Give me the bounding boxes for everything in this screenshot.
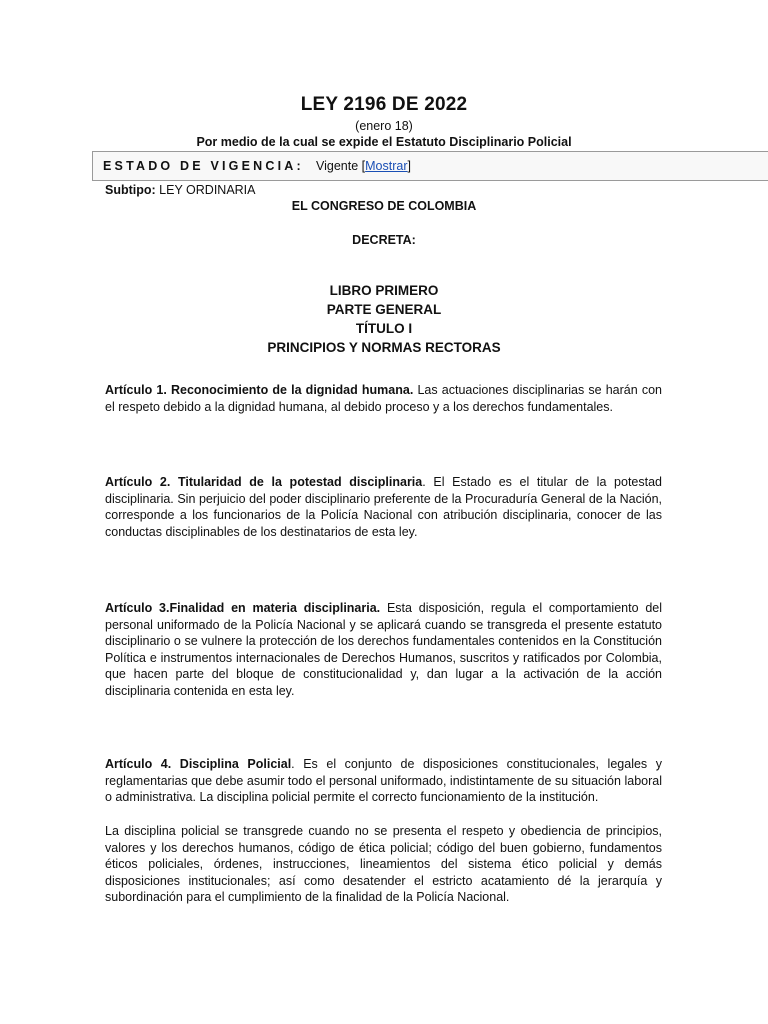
issuer-line: EL CONGRESO DE COLOMBIA	[291, 199, 477, 213]
article-heading: . Reconocimiento de la dignidad humana.	[163, 383, 414, 397]
article-4-paragraph-2: La disciplina policial se transgrede cuando no se presenta el respeto y obediencia de principios, valores y los derechos humanos, código de ética policial; código del buen gobierno, fundamentos éticos policiales, órdenes, instrucciones, lineamientos del sistema ético policial y demás disposiciones institucionales; así como desatender el estricto acatamiento dé la jerarquía y subordinación para el cumplimiento de la finalidad de la Policía Nacional.	[105, 824, 662, 905]
article-2	[105, 474, 662, 540]
subtipo-label: Subtipo:	[105, 183, 156, 197]
section-headings	[0, 281, 768, 357]
article-text: . Es el conjunto de disposiciones constitucionales, legales y reglamentarias que debe asumir todo el personal uniformado, indistintamente de su situación laboral o administrativa. La disciplina policial permite el correcto funcionamiento de la institución.	[105, 757, 662, 805]
law-title: LEY 2196 DE 2022	[300, 94, 468, 115]
status-label: ESTADO DE VIGENCIA:	[103, 159, 304, 173]
article-number: Artículo 2.	[105, 475, 171, 489]
article-number: Artículo 1	[105, 383, 164, 397]
bracket-close: ]	[407, 159, 411, 173]
show-link[interactable]: Mostrar	[365, 159, 408, 173]
bracket-open: [	[361, 159, 366, 173]
article-number: Artículo 4.	[105, 757, 172, 771]
article-heading: Finalidad en materia disciplinaria.	[169, 601, 381, 615]
heading-principles: PRINCIPIOS Y NORMAS RECTORAS	[267, 340, 501, 355]
law-description: Por medio de la cual se expide el Estatuto Disciplinario Policial	[196, 135, 572, 149]
law-date: (enero 18)	[355, 119, 413, 133]
subtipo-line	[105, 183, 256, 197]
article-text: Las actuaciones disciplinarias se harán con el respeto debido a la dignidad humana, al debido proceso y a los derechos fundamentales.	[105, 383, 663, 414]
heading-part: PARTE GENERAL	[326, 302, 442, 317]
article-4	[105, 756, 662, 806]
status-value: Vigente	[316, 159, 359, 173]
article-heading: Disciplina Policial	[171, 757, 292, 771]
subtipo-value: LEY ORDINARIA	[159, 183, 256, 197]
decree-line: DECRETA:	[352, 233, 416, 247]
status-box	[92, 151, 768, 181]
article-text: Esta disposición, regula el comportamiento del personal uniformado de la Policía Nacional y se aplicará cuando se transgreda el presente estatuto disciplinario o se vulnere la protección de los derechos fundamentales contenidos en la Constitución Política e instrumentos internacionales de Derechos Humanos, suscritos y ratificados por Colombia, que hacen parte del bloque de constitucionalidad y, dan lugar a la activación de la acción disciplinaria contenida en esta ley.	[105, 601, 662, 698]
article-text: . El Estado es el titular de la potestad disciplinaria. Sin perjuicio del poder disciplinario preferente de la Procuraduría General de la Nación, corresponde a los funcionarios de la Policía Nacional con atribución disciplinaria, conocer de las conductas disciplinables de los destinatarios de esta ley.	[105, 475, 663, 539]
heading-title: TÍTULO I	[355, 321, 413, 336]
article-heading: Titularidad de la potestad disciplinaria	[170, 475, 423, 489]
heading-book: LIBRO PRIMERO	[329, 283, 439, 298]
article-number: Artículo 3.	[105, 601, 170, 615]
status-value-line	[316, 159, 411, 173]
article-3	[105, 600, 662, 700]
article-1	[105, 382, 662, 415]
